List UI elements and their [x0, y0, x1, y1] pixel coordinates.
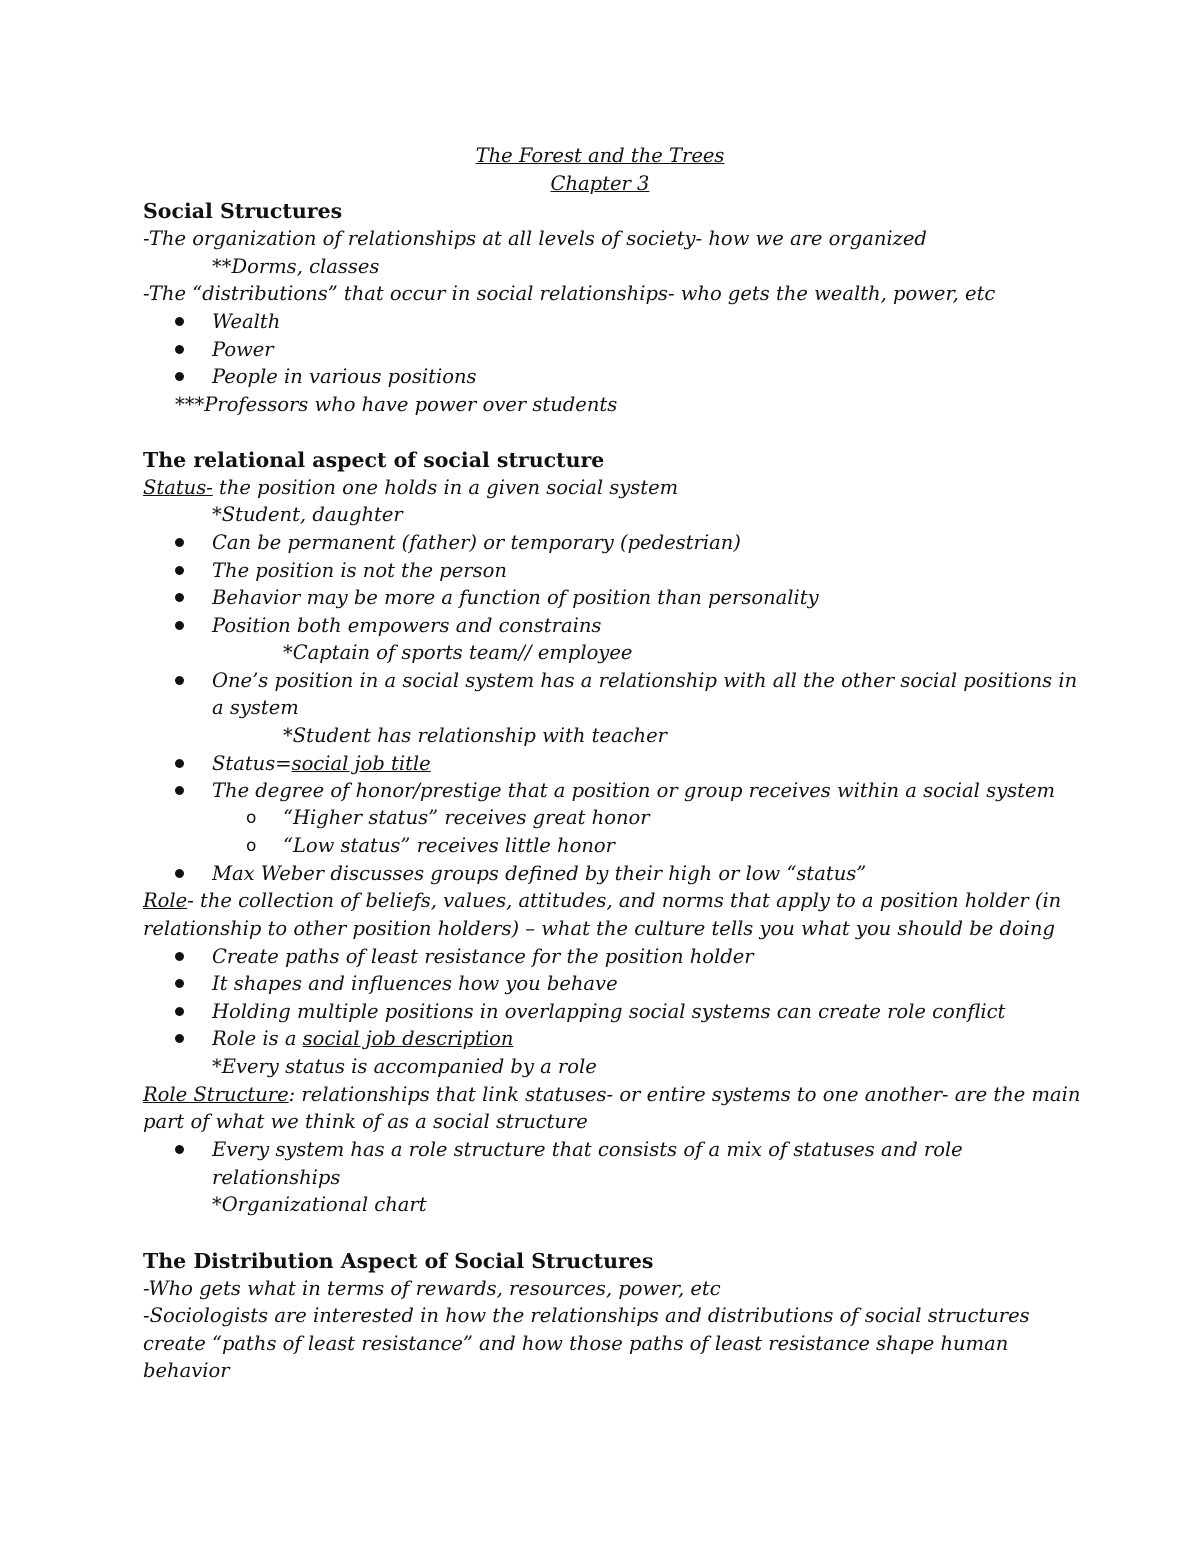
s2-subbullet-1: “Higher status” receives great honor [283, 806, 650, 829]
s1-bullet-power: Power [212, 338, 274, 361]
role-definition [143, 891, 1061, 911]
s3-line-2: -Sociologists are interested in how the relationships and distributions of social structures [143, 1304, 1030, 1327]
bullet-icon [175, 345, 184, 354]
s2-bullet-7: The degree of honor/prestige that a position or group receives within a social system [212, 779, 1055, 802]
s2-example-5: *Organizational chart [212, 1193, 427, 1216]
s3-line-3: create “paths of least resistance” and how those paths of least resistance shape human [143, 1332, 1009, 1355]
role-structure-bullet-a: Every system has a role structure that consists of a mix of statuses and role [212, 1138, 963, 1161]
role-structure-bullet-b: relationships [212, 1166, 341, 1189]
bullet-icon [175, 621, 184, 630]
s1-line-2: -The “distributions” that occur in social relationships- who gets the wealth, power, etc [143, 282, 996, 305]
role-structure-def-text: : relationships that link statuses- or entire systems to one another- are the main [288, 1083, 1081, 1106]
bullet-icon [175, 869, 184, 878]
role-bullet-1: Create paths of least resistance for the position holder [212, 945, 754, 968]
role-definition-2: relationship to other position holders) – what the culture tells you what you should be doing [143, 917, 1055, 940]
bullet-icon [175, 1145, 184, 1154]
s2-bullet-1: Can be permanent (father) or temporary (pedestrian) [212, 531, 741, 554]
s2-bullet-4: Position both empowers and constrains [212, 614, 602, 637]
s2-example-1: *Student, daughter [212, 503, 403, 526]
role-is-a-label: Role is a [212, 1027, 303, 1050]
role-term: Role [143, 889, 188, 912]
role-structure-term: Role Structure [143, 1083, 289, 1106]
bullet-icon [175, 979, 184, 988]
sub-bullet-marker: o [246, 808, 257, 828]
status-equals-label: Status= [212, 752, 292, 775]
s1-example-2: ***Professors who have power over students [175, 393, 618, 416]
bullet-icon [175, 952, 184, 961]
bullet-icon [175, 759, 184, 768]
role-bullet-3: Holding multiple positions in overlapping social systems can create role conflict [212, 1000, 1006, 1023]
s1-example-1: **Dorms, classes [212, 255, 380, 278]
role-structure-definition-2: part of what we think of as a social structure [143, 1110, 588, 1133]
s1-bullet-people: People in various positions [212, 365, 477, 388]
social-job-description: social job description [302, 1027, 514, 1050]
document-title: The Forest and the Trees [475, 144, 725, 167]
role-def-text: - the collection of beliefs, values, attitudes, and norms that apply to a position holder (in [187, 889, 1062, 912]
role-structure-definition [143, 1085, 1080, 1105]
bullet-icon [175, 538, 184, 547]
bullet-icon [175, 372, 184, 381]
bullet-icon [175, 317, 184, 326]
s2-bullet-5b: a system [212, 696, 299, 719]
s1-bullet-wealth: Wealth [212, 310, 281, 333]
heading-distribution-aspect: The Distribution Aspect of Social Structures [143, 1249, 654, 1273]
bullet-icon [175, 1007, 184, 1016]
heading-relational-aspect: The relational aspect of social structure [143, 448, 605, 472]
bullet-icon [175, 566, 184, 575]
s2-bullet-2: The position is not the person [212, 559, 507, 582]
s2-bullet-8: Max Weber discusses groups defined by their high or low “status” [212, 862, 867, 885]
heading-social-structures: Social Structures [143, 199, 343, 223]
s3-line-1: -Who gets what in terms of rewards, resources, power, etc [143, 1277, 721, 1300]
status-def-text: the position one holds in a given social system [212, 476, 679, 499]
bullet-icon [175, 676, 184, 685]
status-definition [143, 478, 678, 498]
s3-line-4: behavior [143, 1359, 230, 1382]
bullet-icon [175, 1034, 184, 1043]
s2-bullet-6 [212, 754, 431, 774]
status-term: Status- [143, 476, 213, 499]
chapter-title: Chapter 3 [550, 172, 650, 195]
bullet-icon [175, 593, 184, 602]
s2-bullet-5a: One’s position in a social system has a relationship with all the other social positions in [212, 669, 1078, 692]
s2-example-3: *Student has relationship with teacher [283, 724, 667, 747]
sub-bullet-marker: o [246, 836, 257, 856]
s2-bullet-3: Behavior may be more a function of position than personality [212, 586, 819, 609]
social-job-title: social job title [291, 752, 431, 775]
role-bullet-2: It shapes and influences how you behave [212, 972, 618, 995]
s1-line-1: -The organization of relationships at all levels of society- how we are organized [143, 227, 927, 250]
bullet-icon [175, 786, 184, 795]
s2-example-2: *Captain of sports team// employee [283, 641, 633, 664]
s2-example-4: *Every status is accompanied by a role [212, 1055, 597, 1078]
s2-subbullet-2: “Low status” receives little honor [283, 834, 615, 857]
role-bullet-4 [212, 1029, 513, 1049]
